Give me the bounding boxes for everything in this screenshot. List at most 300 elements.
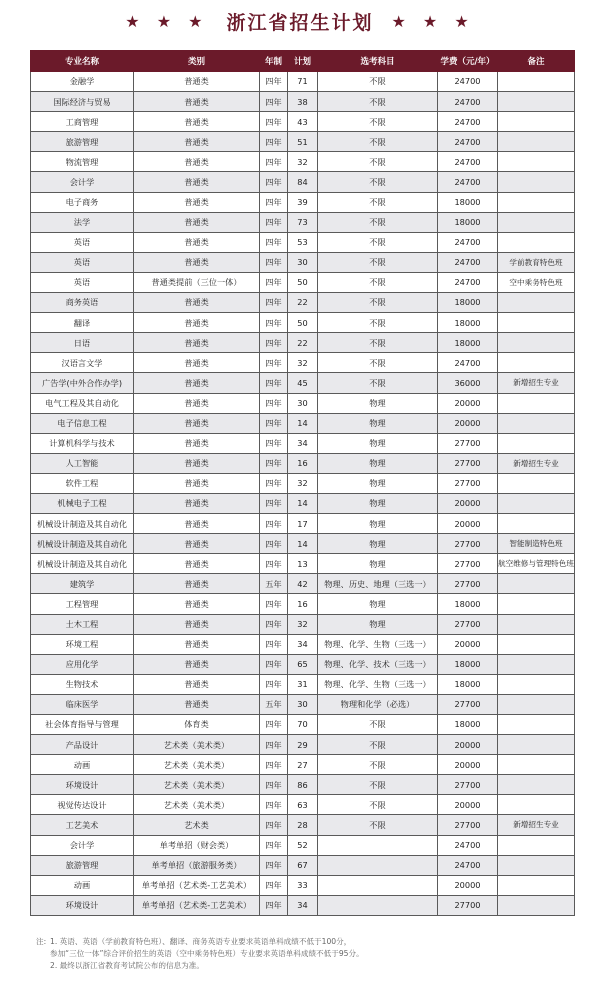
cell-years: 四年 [260, 373, 288, 393]
table-body [31, 72, 575, 916]
cell-quota: 28 [288, 815, 318, 835]
cell-tuition: 20000 [438, 795, 498, 815]
header-major: 专业名称 [31, 51, 134, 72]
cell-major: 机械设计制造及其自动化 [31, 534, 134, 554]
cell-years: 四年 [260, 112, 288, 132]
cell-subjects: 不限 [318, 272, 438, 292]
cell-tuition: 24700 [438, 72, 498, 92]
cell-quota: 32 [288, 152, 318, 172]
cell-quota: 67 [288, 855, 318, 875]
cell-years: 四年 [260, 634, 288, 654]
table-row [31, 534, 575, 554]
cell-tuition: 24700 [438, 152, 498, 172]
cell-quota: 17 [288, 514, 318, 534]
cell-major: 建筑学 [31, 574, 134, 594]
table-row [31, 92, 575, 112]
cell-years: 四年 [260, 534, 288, 554]
cell-major: 英语 [31, 232, 134, 252]
cell-major: 旅游管理 [31, 855, 134, 875]
cell-major: 工商管理 [31, 112, 134, 132]
cell-subjects: 不限 [318, 152, 438, 172]
cell-years: 五年 [260, 694, 288, 714]
table-row [31, 393, 575, 413]
cell-years: 四年 [260, 493, 288, 513]
cell-remark: 新增招生专业 [498, 373, 575, 393]
cell-category: 普通类 [134, 192, 260, 212]
cell-years: 四年 [260, 92, 288, 112]
cell-subjects: 不限 [318, 735, 438, 755]
cell-tuition: 27700 [438, 433, 498, 453]
cell-category: 体育类 [134, 715, 260, 735]
table-row [31, 795, 575, 815]
cell-quota: 32 [288, 353, 318, 373]
table-row [31, 594, 575, 614]
cell-subjects: 不限 [318, 132, 438, 152]
cell-quota: 70 [288, 715, 318, 735]
cell-years: 四年 [260, 514, 288, 534]
cell-category: 单考单招（财会类） [134, 835, 260, 855]
table-row [31, 232, 575, 252]
table-row [31, 574, 575, 594]
table-row [31, 212, 575, 232]
cell-category: 普通类 [134, 393, 260, 413]
cell-years: 四年 [260, 674, 288, 694]
table-row [31, 875, 575, 895]
table-row [31, 433, 575, 453]
cell-quota: 16 [288, 453, 318, 473]
cell-quota: 29 [288, 735, 318, 755]
cell-quota: 14 [288, 413, 318, 433]
cell-tuition: 36000 [438, 373, 498, 393]
cell-remark [498, 92, 575, 112]
table-row [31, 775, 575, 795]
cell-major: 机械电子工程 [31, 493, 134, 513]
cell-quota: 30 [288, 694, 318, 714]
cell-category: 普通类 [134, 373, 260, 393]
table-row [31, 413, 575, 433]
cell-category: 单考单招（艺术类-工艺美术） [134, 875, 260, 895]
cell-major: 动画 [31, 875, 134, 895]
cell-subjects: 不限 [318, 715, 438, 735]
cell-major: 翻译 [31, 313, 134, 333]
cell-subjects: 物理、化学、技术（三选一） [318, 654, 438, 674]
cell-quota: 27 [288, 755, 318, 775]
cell-subjects: 不限 [318, 232, 438, 252]
page-title: 浙江省招生计划 [226, 11, 374, 34]
cell-remark [498, 72, 575, 92]
cell-remark [498, 654, 575, 674]
cell-subjects: 不限 [318, 112, 438, 132]
cell-remark [498, 473, 575, 493]
cell-years: 四年 [260, 473, 288, 493]
cell-category: 艺术类（美术类） [134, 735, 260, 755]
cell-remark [498, 152, 575, 172]
table-row [31, 654, 575, 674]
cell-major: 临床医学 [31, 694, 134, 714]
cell-remark [498, 112, 575, 132]
cell-years: 四年 [260, 715, 288, 735]
cell-major: 广告学(中外合作办学) [31, 373, 134, 393]
table-row [31, 252, 575, 272]
table-row [31, 272, 575, 292]
cell-major: 会计学 [31, 172, 134, 192]
cell-years: 四年 [260, 333, 288, 353]
cell-years: 四年 [260, 875, 288, 895]
cell-remark [498, 614, 575, 634]
cell-major: 动画 [31, 755, 134, 775]
cell-category: 普通类提前（三位一体） [134, 272, 260, 292]
cell-category: 普通类 [134, 534, 260, 554]
cell-quota: 34 [288, 634, 318, 654]
cell-years: 四年 [260, 393, 288, 413]
cell-subjects: 物理 [318, 554, 438, 574]
cell-quota: 30 [288, 252, 318, 272]
cell-category: 艺术类（美术类） [134, 775, 260, 795]
cell-category: 普通类 [134, 594, 260, 614]
cell-tuition: 27700 [438, 614, 498, 634]
cell-category: 普通类 [134, 72, 260, 92]
table-header-row [31, 51, 575, 72]
table-row [31, 735, 575, 755]
cell-remark [498, 875, 575, 895]
cell-category: 普通类 [134, 453, 260, 473]
cell-quota: 22 [288, 293, 318, 313]
cell-tuition: 18000 [438, 654, 498, 674]
cell-years: 四年 [260, 232, 288, 252]
cell-tuition: 20000 [438, 755, 498, 775]
cell-remark [498, 232, 575, 252]
cell-major: 商务英语 [31, 293, 134, 313]
cell-category: 艺术类 [134, 815, 260, 835]
cell-years: 五年 [260, 574, 288, 594]
cell-subjects: 物理 [318, 614, 438, 634]
cell-subjects: 物理 [318, 534, 438, 554]
cell-major: 土木工程 [31, 614, 134, 634]
cell-remark [498, 715, 575, 735]
cell-remark: 新增招生专业 [498, 815, 575, 835]
cell-subjects: 物理 [318, 413, 438, 433]
cell-category: 普通类 [134, 92, 260, 112]
cell-remark [498, 333, 575, 353]
cell-remark [498, 795, 575, 815]
cell-category: 普通类 [134, 634, 260, 654]
cell-category: 普通类 [134, 473, 260, 493]
cell-category: 普通类 [134, 514, 260, 534]
cell-quota: 51 [288, 132, 318, 152]
cell-subjects: 不限 [318, 72, 438, 92]
cell-quota: 52 [288, 835, 318, 855]
cell-tuition: 27700 [438, 815, 498, 835]
cell-subjects: 不限 [318, 775, 438, 795]
cell-subjects: 不限 [318, 172, 438, 192]
cell-remark [498, 192, 575, 212]
cell-remark [498, 514, 575, 534]
cell-category: 普通类 [134, 413, 260, 433]
cell-quota: 31 [288, 674, 318, 694]
cell-major: 人工智能 [31, 453, 134, 473]
cell-subjects: 不限 [318, 795, 438, 815]
cell-major: 工艺美术 [31, 815, 134, 835]
cell-tuition: 27700 [438, 775, 498, 795]
table-row [31, 835, 575, 855]
cell-tuition: 20000 [438, 875, 498, 895]
cell-subjects: 不限 [318, 212, 438, 232]
cell-major: 旅游管理 [31, 132, 134, 152]
cell-major: 机械设计制造及其自动化 [31, 514, 134, 534]
cell-years: 四年 [260, 895, 288, 915]
cell-major: 环境设计 [31, 895, 134, 915]
cell-tuition: 18000 [438, 594, 498, 614]
cell-category: 普通类 [134, 152, 260, 172]
cell-quota: 43 [288, 112, 318, 132]
table-row [31, 353, 575, 373]
cell-remark [498, 574, 575, 594]
cell-major: 环境工程 [31, 634, 134, 654]
note-line-1: 1. 英语、英语（学前教育特色班）、翻译、商务英语专业要求英语单科成绩不低于100分， [50, 937, 352, 946]
cell-category: 艺术类（美术类） [134, 795, 260, 815]
table-row [31, 634, 575, 654]
cell-subjects: 物理 [318, 393, 438, 413]
cell-years: 四年 [260, 775, 288, 795]
cell-subjects: 不限 [318, 252, 438, 272]
cell-remark [498, 293, 575, 313]
table-row [31, 333, 575, 353]
table-row [31, 373, 575, 393]
cell-years: 四年 [260, 835, 288, 855]
cell-quota: 50 [288, 272, 318, 292]
cell-tuition: 27700 [438, 895, 498, 915]
cell-years: 四年 [260, 554, 288, 574]
cell-major: 物流管理 [31, 152, 134, 172]
cell-remark [498, 895, 575, 915]
cell-years: 四年 [260, 413, 288, 433]
cell-years: 四年 [260, 252, 288, 272]
cell-category: 普通类 [134, 554, 260, 574]
table-row [31, 855, 575, 875]
header-remark: 备注 [498, 51, 575, 72]
cell-years: 四年 [260, 795, 288, 815]
cell-years: 四年 [260, 815, 288, 835]
cell-major: 社会体育指导与管理 [31, 715, 134, 735]
table-row [31, 815, 575, 835]
cell-years: 四年 [260, 755, 288, 775]
cell-years: 四年 [260, 735, 288, 755]
table-row [31, 694, 575, 714]
cell-tuition: 24700 [438, 92, 498, 112]
cell-tuition: 20000 [438, 634, 498, 654]
table-row [31, 192, 575, 212]
cell-remark [498, 413, 575, 433]
cell-subjects: 物理、化学、生物（三选一） [318, 674, 438, 694]
footnotes [36, 936, 576, 972]
cell-tuition: 18000 [438, 674, 498, 694]
header-subjects: 选考科目 [318, 51, 438, 72]
cell-subjects: 不限 [318, 815, 438, 835]
cell-quota: 34 [288, 433, 318, 453]
cell-category: 普通类 [134, 493, 260, 513]
cell-quota: 30 [288, 393, 318, 413]
cell-category: 普通类 [134, 674, 260, 694]
cell-major: 生物技术 [31, 674, 134, 694]
cell-quota: 53 [288, 232, 318, 252]
cell-quota: 16 [288, 594, 318, 614]
cell-subjects: 物理、历史、地理（三选一） [318, 574, 438, 594]
cell-remark [498, 735, 575, 755]
cell-years: 四年 [260, 72, 288, 92]
cell-quota: 65 [288, 654, 318, 674]
cell-tuition: 24700 [438, 252, 498, 272]
table-row [31, 554, 575, 574]
cell-subjects: 物理 [318, 453, 438, 473]
cell-major: 英语 [31, 272, 134, 292]
cell-tuition: 20000 [438, 393, 498, 413]
cell-years: 四年 [260, 293, 288, 313]
cell-years: 四年 [260, 353, 288, 373]
cell-major: 视觉传达设计 [31, 795, 134, 815]
cell-subjects: 物理、化学、生物（三选一） [318, 634, 438, 654]
cell-remark [498, 313, 575, 333]
table-row [31, 473, 575, 493]
cell-quota: 42 [288, 574, 318, 594]
cell-subjects: 物理 [318, 473, 438, 493]
cell-years: 四年 [260, 132, 288, 152]
cell-tuition: 27700 [438, 453, 498, 473]
header-years: 年制 [260, 51, 288, 72]
cell-remark: 新增招生专业 [498, 453, 575, 473]
cell-quota: 33 [288, 875, 318, 895]
cell-tuition: 18000 [438, 333, 498, 353]
cell-tuition: 20000 [438, 413, 498, 433]
cell-subjects: 物理 [318, 514, 438, 534]
cell-quota: 39 [288, 192, 318, 212]
cell-subjects: 物理和化学（必选） [318, 694, 438, 714]
cell-tuition: 24700 [438, 272, 498, 292]
cell-tuition: 24700 [438, 112, 498, 132]
cell-tuition: 18000 [438, 293, 498, 313]
cell-major: 英语 [31, 252, 134, 272]
cell-tuition: 20000 [438, 514, 498, 534]
cell-remark: 智能制造特色班 [498, 534, 575, 554]
table-row [31, 614, 575, 634]
table-row [31, 674, 575, 694]
cell-major: 环境设计 [31, 775, 134, 795]
table-row [31, 895, 575, 915]
cell-major: 软件工程 [31, 473, 134, 493]
cell-quota: 32 [288, 473, 318, 493]
cell-major: 国际经济与贸易 [31, 92, 134, 112]
cell-tuition: 24700 [438, 855, 498, 875]
cell-category: 普通类 [134, 694, 260, 714]
cell-remark [498, 493, 575, 513]
cell-quota: 71 [288, 72, 318, 92]
cell-major: 应用化学 [31, 654, 134, 674]
note-line-3: 2. 最终以浙江省教育考试院公布的信息为准。 [50, 961, 204, 970]
cell-remark [498, 132, 575, 152]
enrollment-plan-table [30, 50, 575, 916]
cell-remark [498, 835, 575, 855]
cell-years: 四年 [260, 855, 288, 875]
cell-subjects [318, 875, 438, 895]
header-tuition: 学费（元/年） [438, 51, 498, 72]
cell-category: 普通类 [134, 212, 260, 232]
cell-major: 产品设计 [31, 735, 134, 755]
cell-major: 计算机科学与技术 [31, 433, 134, 453]
cell-remark [498, 172, 575, 192]
table-row [31, 172, 575, 192]
cell-category: 普通类 [134, 654, 260, 674]
cell-tuition: 24700 [438, 132, 498, 152]
cell-quota: 84 [288, 172, 318, 192]
table-row [31, 293, 575, 313]
cell-major: 法学 [31, 212, 134, 232]
cell-major: 金融学 [31, 72, 134, 92]
cell-remark [498, 433, 575, 453]
cell-tuition: 24700 [438, 353, 498, 373]
cell-years: 四年 [260, 192, 288, 212]
cell-tuition: 18000 [438, 313, 498, 333]
cell-subjects: 不限 [318, 92, 438, 112]
cell-years: 四年 [260, 313, 288, 333]
decorative-stars-left: ★ ★ ★ [125, 11, 209, 31]
cell-years: 四年 [260, 272, 288, 292]
table-row [31, 493, 575, 513]
cell-quota: 86 [288, 775, 318, 795]
cell-quota: 14 [288, 534, 318, 554]
cell-category: 普通类 [134, 333, 260, 353]
cell-major: 会计学 [31, 835, 134, 855]
cell-quota: 45 [288, 373, 318, 393]
cell-years: 四年 [260, 614, 288, 634]
cell-remark [498, 855, 575, 875]
cell-major: 日语 [31, 333, 134, 353]
cell-tuition: 27700 [438, 694, 498, 714]
cell-subjects [318, 855, 438, 875]
cell-tuition: 20000 [438, 735, 498, 755]
cell-quota: 14 [288, 493, 318, 513]
cell-quota: 73 [288, 212, 318, 232]
cell-subjects: 不限 [318, 293, 438, 313]
notes-label: 注: [36, 937, 47, 946]
cell-remark [498, 594, 575, 614]
cell-category: 普通类 [134, 112, 260, 132]
cell-quota: 32 [288, 614, 318, 634]
cell-subjects: 物理 [318, 594, 438, 614]
cell-subjects [318, 895, 438, 915]
cell-category: 普通类 [134, 252, 260, 272]
cell-remark: 航空维修与管理特色班 [498, 554, 575, 574]
cell-subjects: 物理 [318, 433, 438, 453]
cell-tuition: 27700 [438, 473, 498, 493]
cell-category: 普通类 [134, 614, 260, 634]
cell-remark [498, 755, 575, 775]
cell-quota: 63 [288, 795, 318, 815]
cell-remark [498, 353, 575, 373]
cell-years: 四年 [260, 654, 288, 674]
decorative-stars-right: ★ ★ ★ [391, 11, 475, 31]
cell-subjects [318, 835, 438, 855]
cell-remark: 空中乘务特色班 [498, 272, 575, 292]
cell-major: 电子商务 [31, 192, 134, 212]
cell-tuition: 24700 [438, 835, 498, 855]
table-row [31, 313, 575, 333]
table-row [31, 72, 575, 92]
cell-tuition: 24700 [438, 172, 498, 192]
table-row [31, 112, 575, 132]
cell-category: 普通类 [134, 574, 260, 594]
cell-tuition: 18000 [438, 715, 498, 735]
cell-years: 四年 [260, 212, 288, 232]
cell-quota: 34 [288, 895, 318, 915]
